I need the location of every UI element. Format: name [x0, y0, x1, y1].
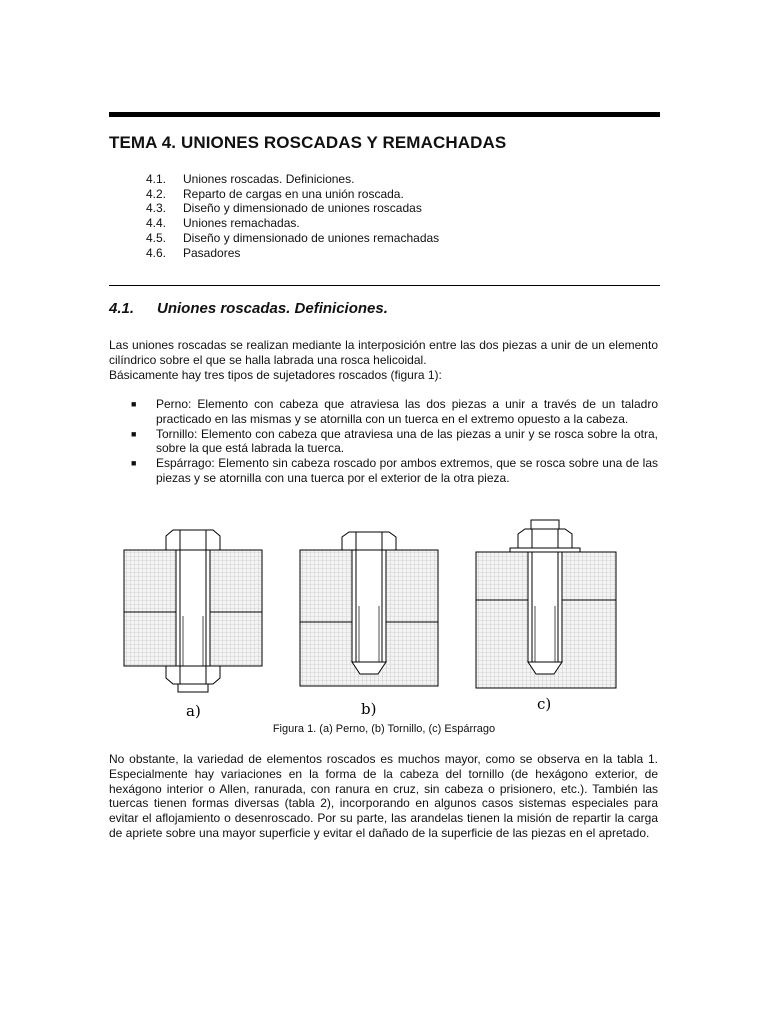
toc-label: Diseño y dimensionado de uniones remachadas — [183, 230, 440, 245]
toc-number: 4.6. — [146, 245, 167, 260]
paragraph-types: Básicamente hay tres tipos de sujetadores roscados (figura 1): — [109, 368, 442, 382]
toc-number: 4.2. — [146, 186, 167, 201]
list-item — [131, 397, 658, 427]
toc-number: 4.3. — [146, 201, 167, 216]
toc-label: Uniones remachadas. — [183, 216, 300, 231]
toc-number: 4.1. — [146, 172, 167, 186]
list-item — [131, 456, 658, 486]
screw-drawing — [300, 532, 438, 686]
toc-item[interactable] — [146, 231, 439, 246]
toc-label: Reparto de cargas en una unión roscada. — [183, 186, 404, 201]
list-item-text: Tornillo: Elemento con cabeza que atraviesa una de las piezas a unir y se rosca sobre la otra, sobre la que está labrada la tuerca. — [156, 426, 658, 456]
stud-drawing — [476, 520, 616, 688]
toc-label: Pasadores — [183, 245, 241, 260]
fastener-figure — [118, 516, 648, 721]
paragraph-intro: Las uniones roscadas se realizan mediante la interposición entre las dos piezas a unir de un elemento cilíndrico sobre el que se halla labrada una rosca helicoidal. — [109, 338, 658, 367]
toc-item[interactable] — [146, 187, 439, 202]
toc-label: Uniones roscadas. Definiciones. — [183, 172, 355, 186]
section-title: Uniones roscadas. Definiciones. — [157, 300, 388, 317]
top-rule — [109, 112, 660, 117]
section-heading — [109, 300, 388, 317]
toc-number: 4.4. — [146, 216, 167, 231]
section-number: 4.1. — [109, 300, 135, 317]
toc-label: Diseño y dimensionado de uniones roscadas — [183, 201, 422, 216]
figure-label-b: b) — [361, 700, 377, 718]
list-item-text: Espárrago: Elemento sin cabeza roscado por ambos extremos, que se rosca sobre una de las piezas y se atornilla con una tuerca por el exterior de la otra pieza. — [156, 456, 658, 485]
toc-item[interactable] — [146, 172, 439, 187]
list-item — [131, 427, 658, 457]
list-item-text: Perno: Elemento con cabeza que atraviesa las dos piezas a unir a través de un taladro practicado en las mismas y se atornilla con un tuerca en el extremo opuesto a la cabeza. — [156, 397, 658, 426]
section-divider — [109, 285, 660, 286]
bullet-mark: ■ — [131, 428, 137, 439]
toc-item[interactable] — [146, 201, 439, 216]
fastener-list — [131, 397, 658, 486]
figure-caption: Figura 1. (a) Perno, (b) Tornillo, (c) Espárrago — [272, 723, 496, 735]
page-title: TEMA 4. UNIONES ROSCADAS Y REMACHADAS — [109, 133, 507, 152]
bolt-drawing — [124, 530, 262, 692]
toc-item[interactable] — [146, 246, 439, 261]
figure-label-c: c) — [537, 695, 552, 713]
figure-label-a: a) — [186, 702, 201, 720]
toc-item[interactable] — [146, 216, 439, 231]
bullet-mark: ■ — [131, 458, 137, 469]
toc-number: 4.5. — [146, 230, 167, 245]
paragraph-variety: No obstante, la variedad de elementos roscados es muchos mayor, como se observa en la tabla 1. Especialmente hay variaciones en la forma de la cabeza del tornillo (de hexágono exterior, de hexágono interior o Allen, ranurada, con ranura en cruz, sin cabeza o prisionero, etc.). También las tuercas tienen formas diversas (tabla 2), incorporando en algunos casos sistemas especiales para evitar el aflojamiento o desenroscado. Por su parte, las arandelas tienen la misión de repartir la carga de apriete sobre una mayor superficie y evitar el dañado de la superficie de las piezas en el apretado. — [109, 752, 658, 840]
table-of-contents — [146, 172, 439, 260]
bullet-mark: ■ — [131, 399, 137, 409]
